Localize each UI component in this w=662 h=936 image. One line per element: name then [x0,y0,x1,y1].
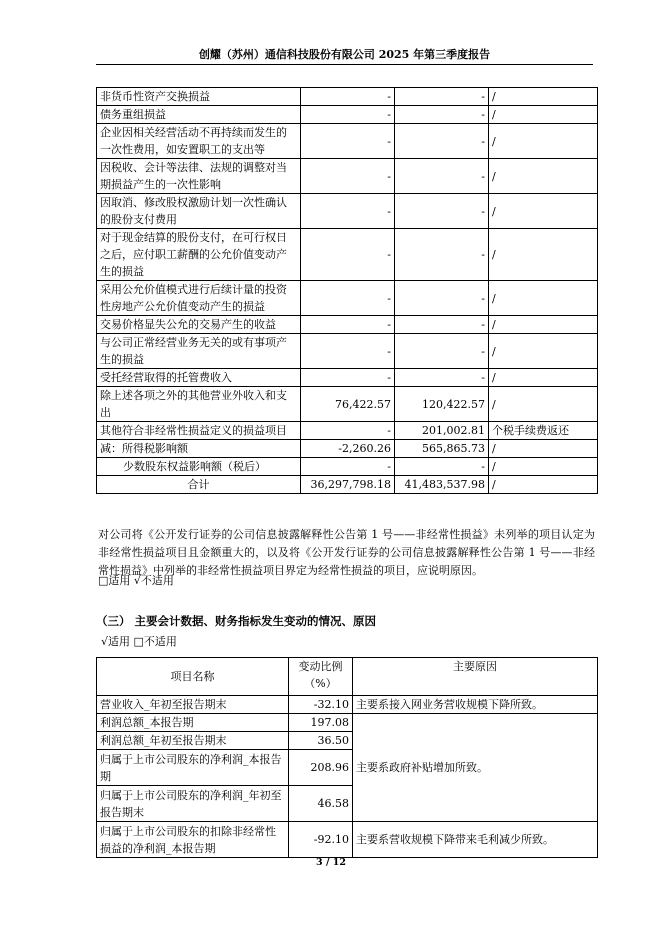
row-item: 与公司正常经营业务无关的或有事项产生的损益 [97,334,301,369]
change-item: 归属于上市公司股东的扣除非经常性损益的净利润_本报告期 [97,822,289,858]
table-row [97,369,598,387]
row-item: 少数股东权益影响额（税后） [97,458,301,476]
page-header: 创耀（苏州）通信科技股份有限公司 2025 年第三季度报告 [198,48,491,61]
row-item: 企业因相关经营活动不再持续而发生的一次性费用，如安置职工的支出等 [97,124,301,159]
row-current-period: - [301,88,395,106]
row-current-period: 76,422.57 [301,387,395,422]
row-note: / [489,194,598,229]
row-year-to-date: 120,422.57 [395,387,489,422]
table-row [97,88,598,106]
row-current-period: 36,297,798.18 [301,476,395,494]
applicability-check-1: □适用 √不适用 [98,574,174,587]
explanation-paragraph: 对公司将《公开发行证券的公司信息披露解释性公告第 1 号——非经常性损益》未列举的项目认定为非经常性损益项目且金额重大的，以及将《公开发行证券的公司信息披露解释性公告第 1 号——非经常性损益》中列举的非经常性损益项目界定为经常性损益的项目，应说明原因。 [98,528,595,577]
header-item: 项目名称 [97,658,289,696]
row-note: / [489,159,598,194]
change-ratio: 46.58 [289,786,353,822]
row-current-period: - [301,458,395,476]
row-year-to-date: - [395,124,489,159]
row-note: / [489,124,598,159]
row-year-to-date: - [395,458,489,476]
change-ratio: 197.08 [289,714,353,732]
table-row [97,194,598,229]
row-current-period: - [301,124,395,159]
row-current-period: - [301,369,395,387]
row-item: 债务重组损益 [97,106,301,124]
change-reason: 主要系营收规模下降带来毛利减少所致。 [353,822,598,858]
change-reason: 主要系政府补贴增加所致。 [353,714,598,822]
row-note: / [489,88,598,106]
row-current-period: - [301,159,395,194]
row-year-to-date: 565,865.73 [395,440,489,458]
row-current-period: -2,260.26 [301,440,395,458]
header-ratio [289,658,353,696]
table-row [97,229,598,281]
section-title: （三） 主要会计数据、财务指标发生变动的情况、原因 [96,614,377,628]
row-note: / [489,316,598,334]
table-row [97,387,598,422]
row-year-to-date: - [395,334,489,369]
row-current-period: - [301,316,395,334]
row-note: 个税手续费返还 [489,422,598,440]
row-item: 交易价格显失公允的交易产生的收益 [97,316,301,334]
table-row [97,422,598,440]
header-reason: 主要原因 [353,658,598,696]
row-note: / [489,334,598,369]
row-current-period: - [301,422,395,440]
change-ratio: 36.50 [289,732,353,750]
change-item: 归属于上市公司股东的净利润_本报告期 [97,750,289,786]
row-note: / [489,440,598,458]
row-year-to-date: - [395,281,489,316]
change-item: 归属于上市公司股东的净利润_年初至报告期末 [97,786,289,822]
row-item: 对于现金结算的股份支付，在可行权日之后，应付职工薪酬的公允价值变动产生的损益 [97,229,301,281]
row-year-to-date: - [395,194,489,229]
table-row [97,334,598,369]
change-ratio: 208.96 [289,750,353,786]
row-item: 受托经营取得的托管费收入 [97,369,301,387]
change-item: 利润总额_年初至报告期末 [97,732,289,750]
row-item: 采用公允价值模式进行后续计量的投资性房地产公允价值变动产生的损益 [97,281,301,316]
table-row [97,476,598,494]
non-recurring-gains-table [96,87,598,494]
row-note: / [489,369,598,387]
applicability-check-2: √适用 □不适用 [101,635,177,648]
row-note: / [489,106,598,124]
row-item: 除上述各项之外的其他营业外收入和支出 [97,387,301,422]
row-item: 减：所得税影响额 [97,440,301,458]
row-current-period: - [301,194,395,229]
table-row [97,159,598,194]
change-reason: 主要系接入网业务营收规模下降所致。 [353,696,598,714]
row-year-to-date: - [395,159,489,194]
change-ratio: -32.10 [289,696,353,714]
row-current-period: - [301,281,395,316]
row-item: 合计 [97,476,301,494]
row-item: 因税收、会计等法律、法规的调整对当期损益产生的一次性影响 [97,159,301,194]
row-item: 非货币性资产交换损益 [97,88,301,106]
row-note: / [489,229,598,281]
table-row [97,316,598,334]
header-divider [96,64,593,65]
row-current-period: - [301,229,395,281]
row-note: / [489,476,598,494]
row-note: / [489,458,598,476]
change-item: 营业收入_年初至报告期末 [97,696,289,714]
change-ratio: -92.10 [289,822,353,858]
row-current-period: - [301,106,395,124]
row-year-to-date: 41,483,537.98 [395,476,489,494]
row-year-to-date: - [395,369,489,387]
table-row [97,458,598,476]
row-year-to-date: - [395,88,489,106]
page-number: 3 / 12 [316,857,346,868]
row-year-to-date: - [395,229,489,281]
change-reasons-table [96,657,598,858]
change-item: 利润总额_本报告期 [97,714,289,732]
row-year-to-date: 201,002.81 [395,422,489,440]
table-row [97,440,598,458]
row-item: 因取消、修改股权激励计划一次性确认的股份支付费用 [97,194,301,229]
table-row [97,106,598,124]
header-ratio-line1: 变动比例 [298,660,343,673]
row-note: / [489,281,598,316]
header-ratio-line2: （%） [304,677,337,690]
row-year-to-date: - [395,316,489,334]
table-row [97,124,598,159]
row-year-to-date: - [395,106,489,124]
table-row [97,281,598,316]
row-note: / [489,387,598,422]
row-current-period: - [301,334,395,369]
row-item: 其他符合非经常性损益定义的损益项目 [97,422,301,440]
